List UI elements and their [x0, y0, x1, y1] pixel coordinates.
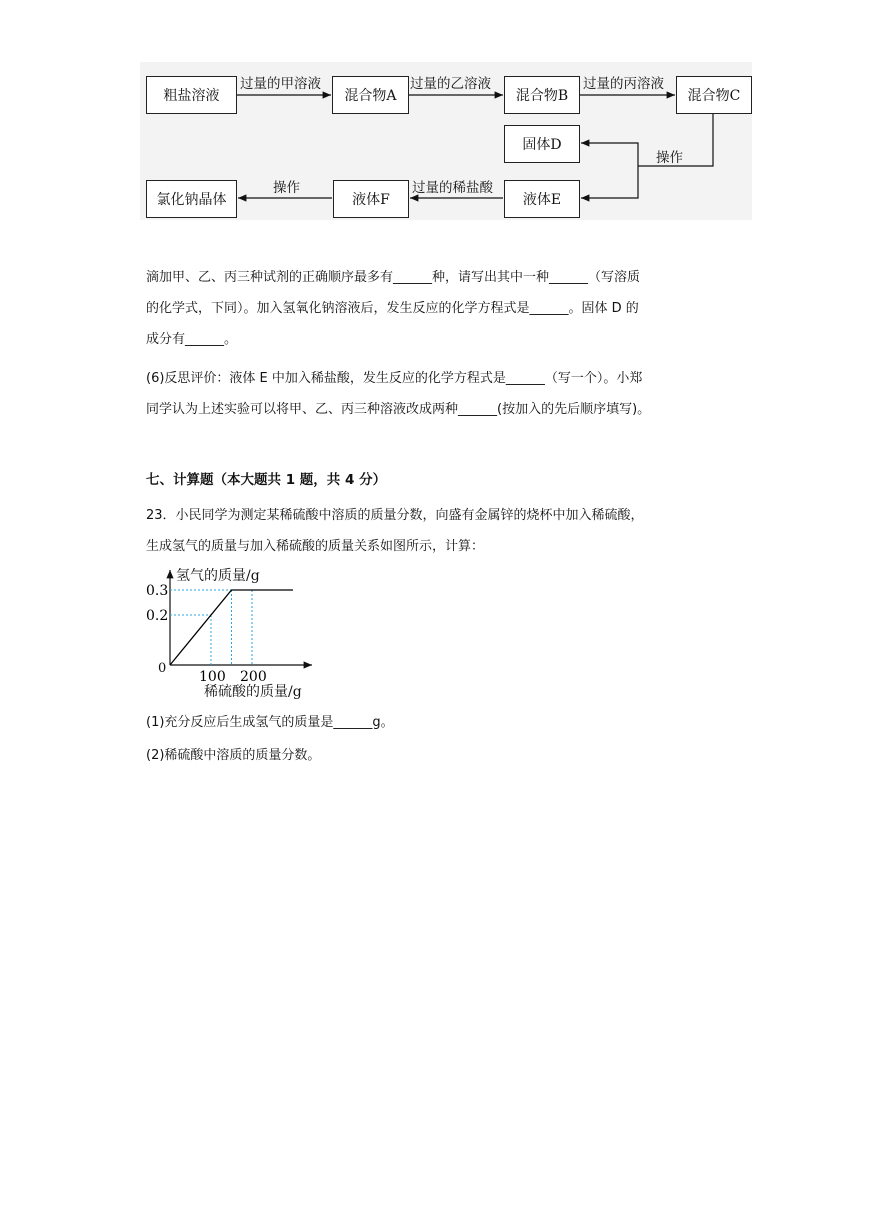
guide-lines	[170, 590, 252, 665]
node-mixture-a: 混合物A	[332, 76, 409, 114]
node-sodium-chloride-crystal: 氯化钠晶体	[146, 180, 237, 218]
edge-label-excess-jia: 过量的甲溶液	[240, 76, 321, 92]
para2-line-2: 同学认为上述实验可以将甲、乙、丙三种溶液改成两种______(按加入的先后顺序填写)。	[146, 402, 651, 417]
question-paragraph-1	[146, 262, 736, 355]
para1-line-2: 的化学式，下同）。加入氢氧化钠溶液后，发生反应的化学方程式是______。固体 D 的	[146, 301, 639, 316]
y-axis-label: 氢气的质量/g	[176, 568, 260, 584]
node-liquid-f: 液体F	[333, 180, 409, 218]
node-mixture-c: 混合物C	[676, 76, 752, 114]
y-tick-label-0.3: 0.3	[146, 583, 169, 599]
hydrogen-mass-chart	[140, 562, 340, 702]
para2-line-1: (6)反思评价：液体 E 中加入稀盐酸，发生反应的化学方程式是______（写一个）。小郑	[146, 371, 643, 386]
node-mixture-b: 混合物B	[504, 76, 580, 114]
q23-line-2: 生成氢气的质量与加入稀硫酸的质量关系如图所示，计算：	[146, 539, 485, 554]
para1-line-1: 滴加甲、乙、丙三种试剂的正确顺序最多有______种，请写出其中一种______（写溶质	[146, 270, 641, 285]
edge-label-operation-2: 操作	[273, 180, 300, 196]
question-paragraph-6	[146, 363, 736, 425]
sub-question-2: (2)稀硫酸中溶质的质量分数。	[146, 748, 321, 763]
x-axis-label: 稀硫酸的质量/g	[204, 684, 302, 700]
node-crude-salt-solution: 粗盐溶液	[146, 76, 237, 114]
x-tick-label-200: 200	[240, 669, 267, 685]
x-tick-label-100: 100	[199, 669, 226, 685]
arrow-to-solid-d	[581, 143, 638, 166]
node-liquid-e: 液体E	[504, 180, 580, 218]
flow-diagram-arrows	[0, 0, 869, 240]
chart-svg	[140, 562, 340, 702]
arrow-to-liquid-e	[581, 166, 638, 198]
question-23	[146, 500, 644, 562]
node-solid-d: 固体D	[504, 125, 580, 163]
origin-label: 0	[158, 661, 167, 676]
edge-label-operation-1: 操作	[656, 150, 683, 166]
q23-line-1: 23．小民同学为测定某稀硫酸中溶质的质量分数，向盛有金属锌的烧杯中加入稀硫酸，	[146, 508, 644, 523]
edge-label-excess-yi: 过量的乙溶液	[410, 76, 491, 92]
section-heading: 七、计算题（本大题共 1 题，共 4 分）	[146, 472, 387, 488]
y-tick-label-0.2: 0.2	[146, 608, 169, 624]
edge-label-excess-bing: 过量的丙溶液	[583, 76, 664, 92]
edge-label-excess-hcl: 过量的稀盐酸	[412, 180, 493, 196]
sub-question-1: (1)充分反应后生成氢气的质量是______g。	[146, 715, 394, 730]
para1-line-3: 成分有______。	[146, 332, 238, 347]
